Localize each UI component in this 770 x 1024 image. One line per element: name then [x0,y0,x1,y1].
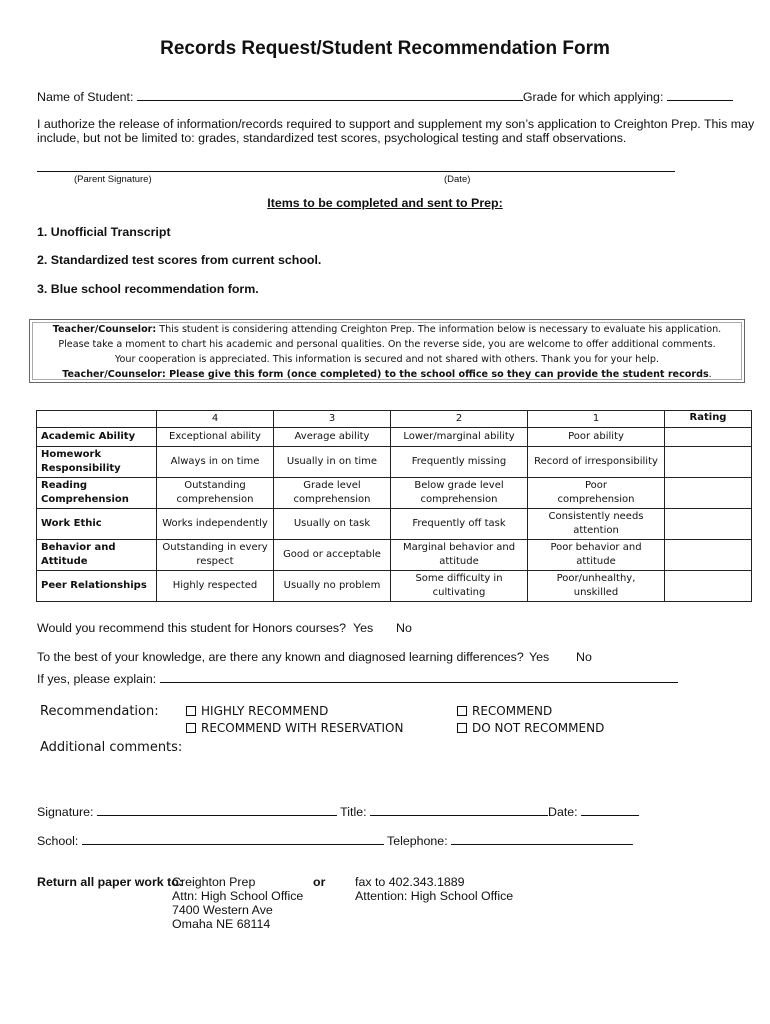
option-recommend[interactable] [457,704,552,718]
address-line: Attn: High School Office [172,889,304,903]
notice-line-2: Please take a moment to chart his academic and personal qualities. On the reverse side, you are welcome to offer additional comments. [58,339,716,350]
school-label: School: [37,834,79,848]
rating-descriptor: Highly respected [157,571,274,602]
row-label: Work Ethic [37,509,157,540]
rating-descriptor: Consistently needs attention [528,509,665,540]
address-line: Creighton Prep [172,875,256,889]
teacher-notice-box [29,319,745,383]
checkbox-icon[interactable] [186,723,196,733]
rating-descriptor: Poor ability [528,428,665,447]
rating-table [36,410,752,602]
learning-yes[interactable]: Yes [529,650,550,664]
telephone-label: Telephone: [387,834,448,848]
header-rating: Rating [665,411,752,428]
items-heading: Items to be completed and sent to Prep: [267,196,503,210]
rating-cell[interactable] [665,571,752,602]
address-line: Omaha NE 68114 [172,917,271,931]
signature-row [37,804,639,819]
rating-descriptor: Lower/marginal ability [391,428,528,447]
table-row [37,428,752,447]
rating-cell[interactable] [665,428,752,447]
option-label: RECOMMEND WITH RESERVATION [201,721,404,735]
header-1: 1 [528,411,665,428]
rating-descriptor: Usually on task [274,509,391,540]
rating-descriptor: Usually no problem [274,571,391,602]
student-name-label: Name of Student: [37,90,134,104]
rating-descriptor: Record of irresponsibility [528,447,665,478]
notice-line-3: Your cooperation is appreciated. This information is secured and not shared with others. Thank you for your help. [114,354,660,365]
row-label: Reading Comprehension [37,478,157,509]
signature-field[interactable] [97,804,337,816]
row-label: Peer Relationships [37,571,157,602]
additional-comments-label: Additional comments: [40,740,183,755]
learning-row [37,650,637,664]
rating-descriptor: Average ability [274,428,391,447]
rating-descriptor: Poor behavior and attitude [528,540,665,571]
rating-cell[interactable] [665,478,752,509]
rating-descriptor: Poor comprehension [528,478,665,509]
option-label: DO NOT RECOMMEND [472,721,605,735]
notice-period: . [708,369,712,380]
header-2: 2 [391,411,528,428]
explain-row [37,671,678,686]
date-label: Date: [548,805,578,819]
rating-descriptor: Outstanding in every respect [157,540,274,571]
option-highly-recommend[interactable] [186,704,328,718]
rating-descriptor: Works independently [157,509,274,540]
option-do-not-recommend[interactable] [457,721,604,735]
table-header-row [37,411,752,428]
notice-lead: Teacher/Counselor: [52,324,157,335]
learning-question: To the best of your knowledge, are there any known and diagnosed learning differences? [37,650,524,664]
header-4: 4 [157,411,274,428]
rating-descriptor: Some difficulty in cultivating [391,571,528,602]
honors-question: Would you recommend this student for Honors courses? [37,621,346,635]
table-row [37,509,752,540]
explain-field[interactable] [160,671,678,683]
or-label: or [313,875,326,889]
learning-no[interactable]: No [576,650,592,664]
authorize-text-2: include, but not be limited to: grades, standardized test scores, psychological testing and staff observations. [37,131,627,145]
return-label: Return all paper work to: [37,875,183,889]
rating-descriptor: Usually in on time [274,447,391,478]
grade-field[interactable] [667,89,733,101]
student-name-row [37,89,733,104]
checkbox-icon[interactable] [457,723,467,733]
rating-cell[interactable] [665,447,752,478]
row-label: Homework Responsibility [37,447,157,478]
notice-line-4 [34,367,740,382]
rating-cell[interactable] [665,540,752,571]
date-field[interactable] [581,804,639,816]
rating-cell[interactable] [665,509,752,540]
rating-descriptor: Poor/unhealthy, unskilled [528,571,665,602]
student-name-field[interactable] [137,89,523,101]
checkbox-icon[interactable] [186,706,196,716]
option-label: HIGHLY RECOMMEND [201,704,329,718]
parent-signature-line[interactable] [37,171,675,172]
school-field[interactable] [82,833,384,845]
honors-yes[interactable]: Yes [353,621,374,635]
rating-descriptor: Good or acceptable [274,540,391,571]
signature-label: Signature: [37,805,94,819]
header-3: 3 [274,411,391,428]
table-row [37,540,752,571]
checkbox-icon[interactable] [457,706,467,716]
honors-row [37,621,412,635]
title-label: Title: [340,805,367,819]
parent-date-label: (Date) [444,174,471,185]
telephone-field[interactable] [451,833,633,845]
table-row [37,571,752,602]
row-label: Academic Ability [37,428,157,447]
rating-descriptor: Frequently off task [391,509,528,540]
rating-descriptor: Outstanding comprehension [157,478,274,509]
explain-label: If yes, please explain: [37,672,157,686]
table-row [37,447,752,478]
option-label: RECOMMEND [472,704,553,718]
rating-descriptor: Always in on time [157,447,274,478]
fax-info [355,875,513,903]
page-title: Records Request/Student Recommendation Form [160,38,610,59]
notice-line-1 [34,322,740,337]
rating-descriptor: Exceptional ability [157,428,274,447]
school-row [37,833,633,848]
row-label: Behavior and Attitude [37,540,157,571]
rating-descriptor: Frequently missing [391,447,528,478]
table-row [37,478,752,509]
item-3: 3. Blue school recommendation form. [37,282,259,296]
item-2: 2. Standardized test scores from current school. [37,253,322,267]
return-address [172,875,303,931]
authorize-text-1: I authorize the release of information/records required to support and supplement my son’s application to Creighton Prep. This may [37,117,755,131]
rating-descriptor: Below grade level comprehension [391,478,528,509]
title-field[interactable] [370,804,548,816]
rating-descriptor: Grade level comprehension [274,478,391,509]
notice-text-4: Teacher/Counselor: Please give this form (once completed) to the school office so they can provide the student records [62,369,709,380]
fax-line: fax to 402.343.1889 [355,875,465,889]
address-line: 7400 Western Ave [172,903,273,917]
item-1: 1. Unofficial Transcript [37,225,171,239]
recommendation-label: Recommendation: [40,704,159,719]
grade-label: Grade for which applying: [522,90,664,104]
parent-signature-label: (Parent Signature) [74,174,152,185]
header-blank [37,411,157,428]
honors-no[interactable]: No [396,621,412,635]
notice-text-1: This student is considering attending Creighton Prep. The information below is necessary to evaluate his application. [156,324,722,335]
rating-descriptor: Marginal behavior and attitude [391,540,528,571]
option-recommend-with-reservation[interactable] [186,721,403,735]
fax-line: Attention: High School Office [355,889,514,903]
